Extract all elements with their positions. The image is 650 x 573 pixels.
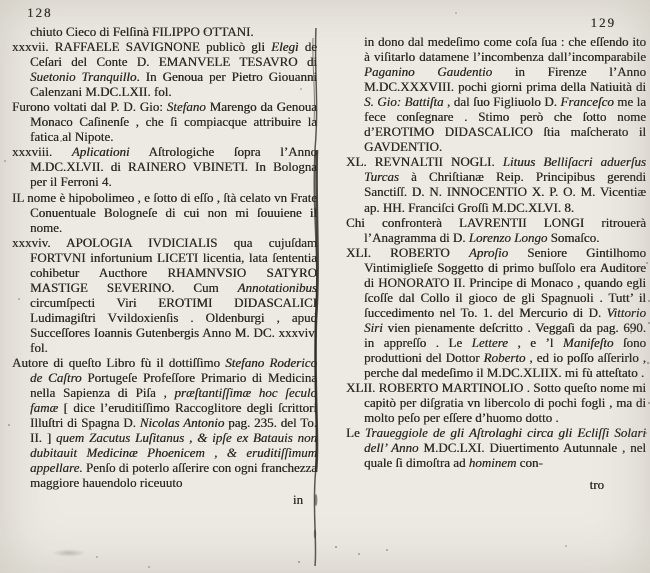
body-text: chiuto Cieco di Felſinà FILIPPO OTTANI. (30, 24, 254, 39)
body-text: XLI. ROBERTO (346, 244, 469, 260)
body-text: me la fece conſegnare . Stimo però che ſotto nome d’EROTIMO DIDASCALICO ſtia maſcherato il GAVDENTIO. (364, 94, 646, 155)
paragraph (12, 355, 317, 490)
page-right (346, 5, 646, 508)
paragraph (12, 99, 317, 144)
italic-text: S. Gio: Battiſta (364, 94, 444, 110)
body-text: à Chriſtianæ Reip. Principibus gerendi Sanctiſſ. D. N. INNOCENTIO X. P. O. M. Vicentiæ ap. HH. Franciſci Groſſi M.DC.XLVI. 8. (364, 169, 646, 215)
paragraph (12, 24, 317, 39)
italic-text: Lettere (471, 334, 508, 350)
page-number-left: 128 (27, 5, 53, 20)
paper-smudge (52, 549, 86, 557)
paragraph (346, 380, 646, 425)
paragraph (346, 425, 646, 470)
italic-text: Lituus Belliſacri aduerſus Turcas (364, 154, 646, 185)
paragraph (346, 215, 646, 245)
page-left-text (12, 24, 317, 490)
body-text: circumſpecti Viri EROTIMI DIDASCALICI Ludimagiſtri Vvildoxienſis . Oldenburgi , apud Succeſſores Ioannis Gutenbergis Anno M. DC. xxxviv. fol. (30, 294, 317, 355)
body-text: Portugeſe Profeſſore Primario di Medicina nella Sapienza di Piſa , (30, 370, 317, 401)
body-text: Penſo di poterlo aſſerire con ogni franchezza maggiore hauendolo riceuuto (30, 460, 317, 491)
body-text: pag. 235. del To. II. ] (30, 415, 317, 446)
italic-text: Nicolas Antonio (139, 415, 225, 431)
italic-text: Stefano Roderico de Caſtro (30, 355, 317, 386)
italic-text: Elegì (271, 39, 299, 55)
page-left (12, 5, 317, 508)
body-text: M.DC.LXI. Diuertimento Autunnale , nel quale ſi dimoſtra ad (364, 440, 646, 471)
catchword-right: tro (589, 477, 604, 493)
italic-text: Manifeſto (562, 334, 614, 350)
body-text: Somaſco. (547, 229, 600, 245)
paragraph (12, 235, 317, 355)
body-text: xxxviv. APOLOGIA IVDICIALIS qua cujuſdam FORTVNI infortunium LICETI licentia, lata ſententia cohibetur Aucthore RHAMNVSIO SATYRO MASTIGE SEVERINO. Cum (12, 234, 317, 295)
italic-text: Aproſio (468, 244, 509, 260)
italic-text: præſtantiſſimæ hoc ſeculo famæ (30, 385, 317, 416)
italic-text: Lorenzo Longo (468, 229, 548, 245)
paragraph (12, 144, 317, 189)
body-text: Le (346, 425, 365, 441)
catchword-left: in (292, 492, 303, 508)
paragraph (12, 190, 317, 235)
body-text: Marengo da Genoua Monaco Caſinenſe , che ſi compiacque attribuire la fatica al Nipote. (30, 99, 317, 145)
body-text: Chi confronterà LAVRENTII LONGI ritrouerà l’Anagramma di D. (346, 214, 646, 245)
italic-text: Suetonio Tranquillo (30, 69, 137, 85)
body-text: IL nome è hipobolimeo , e ſotto di eſſo , ſtà celato vn Frate Conuentuale Bologneſe di cui non mi ſouuiene il nome. (12, 189, 317, 235)
italic-text: quem Zacutus Luſitanus , & ipſe ex Batauis non dubitauit Medicinæ Phoenicem , & eruditiſſimum appellare. (30, 430, 317, 476)
body-text: XL. REVNALTII NOGLI. (346, 154, 503, 170)
body-text: vien pienamente deſcritto . Veggaſi da pag. 690. in appreſſo . Le (364, 319, 646, 350)
page-right-text (346, 34, 646, 470)
body-text: ſono produttioni del Dottor (364, 334, 647, 365)
body-text: Furono voltati dal P. D. Gio: (12, 99, 167, 115)
body-text: xxxvii. RAFFAELE SAVIGNONE publicò gli (12, 39, 272, 55)
body-text: . In Genoua per Pietro Giouanni Calenzani M.DC.LXII. fol. (30, 69, 318, 100)
italic-text: hominem (468, 455, 517, 471)
italic-text: Roberto (483, 349, 526, 365)
italic-text: Annotationibus (237, 279, 317, 295)
body-text: in dono dal medeſimo come coſa ſua : che eſſendo ito à viſitarlo datamene l’incombenza dall’incomparabile (364, 34, 646, 65)
body-text: XLII. ROBERTO MARTINOLIO . Sotto queſto nome mi capitò per diſgratia vn libercolo di pochi fogli , ma di molto peſo per eſſere d’huomo dotto . (346, 380, 646, 426)
italic-text: Aplicationi (71, 144, 130, 160)
body-text: Autore di queſto Libro fù il dottiſſimo (12, 355, 226, 371)
page-number-right: 129 (590, 15, 616, 30)
body-text: Seniore Gintilhomo Vintimiglieſe Soggetto di primo buſſolo era Auditore di HONORATO II. Principe di Monaco , quando egli ſcoſſe dal Collo il gioco de gli Spagnuoli . Tutt’ il ſuccedimento nel To. 1. del Mercurio di D. (364, 244, 646, 320)
body-text: , ed io poſſo aſſerirlo , perche dal medeſimo il M.DC.XLIIX. mi fù atteſtato . (364, 349, 646, 381)
body-text: xxxviii. (12, 144, 72, 160)
italic-text: Vittorio Siri (364, 304, 646, 335)
body-text: , e ’l (507, 334, 563, 350)
paragraph (346, 154, 646, 214)
body-text: [ dice l’eruditiſſimo Raccoglitore degli ſcrittori Illuſtri di Spagna D. (30, 400, 317, 431)
italic-text: Paganino Gaudentio (364, 64, 493, 80)
italic-text: Stefano (166, 99, 206, 115)
italic-text: Franceſco (560, 94, 614, 110)
paragraph (12, 39, 317, 99)
body-text: de Ceſari del Conte D. EMANVELE TESAVRO di (30, 39, 317, 70)
body-text: Aſtrologiche ſopra l’Anno M.DC.XLVII. di RAINERO VBINETI. In Bologna per il Ferroni 4. (30, 144, 317, 190)
paragraph (346, 245, 646, 380)
body-text: , dal ſuo Figliuolo D. (443, 94, 561, 110)
body-text: in Firenze l’Anno M.DC.XXXVIII. pochi giorni prima della Natiuità di (364, 64, 647, 95)
body-text: con- (516, 455, 543, 471)
italic-text: Traueggiole de gli Aſtrolaghi circa gli Ecliſſi Solari dell’ Anno (364, 425, 646, 456)
paragraph (346, 34, 646, 154)
